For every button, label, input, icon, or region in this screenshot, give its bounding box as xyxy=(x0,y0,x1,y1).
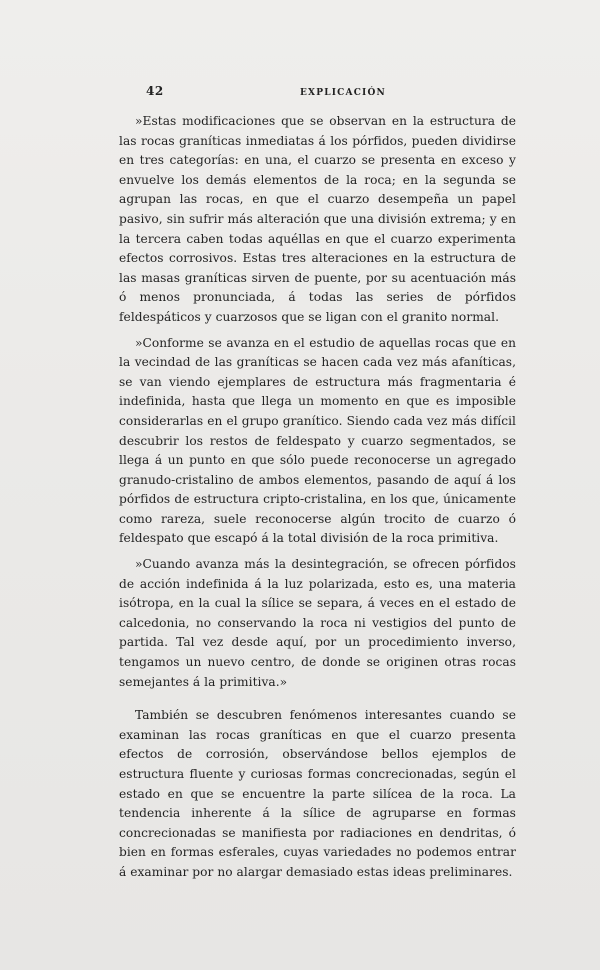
running-title: EXPLICACIÓN xyxy=(300,88,386,98)
paragraph-2: »Conforme se avanza en el estudio de aquellas rocas que en la vecindad de las graníticas se hacen cada vez más afaníticas, se van viendo ejemplares de estructura más fragmentaria é indefinida, hasta que llega un momento en que es imposible considerarlas en el grupo granítico. Siendo cada vez más difícil descubrir los restos de feldespato y cuarzo segmentados, se llega á un punto en que sólo puede reconocerse un agregado granudo-cristalino de ambos elementos, pasando de aquí á los pórfidos de estructura cripto-cristalina, en los que, únicamente como rareza, suele reconocerse algún trocito de cuarzo ó feldespato que escapó á la total división de la roca primitiva. xyxy=(119,335,516,546)
paragraph-3: »Cuando avanza más la desintegración, se ofrecen pórfidos de acción indefinida á la luz polarizada, esto es, una materia isótropa, en la cual la sílice se separa, á veces en el estado de calcedonia, no conservando la roca ni vestigios del punto de partida. Tal vez desde aquí, por un procedimiento inverso, tengamos un nuevo centro, de donde se originen otras rocas semejantes á la primitiva.» xyxy=(119,557,516,689)
body-text xyxy=(119,112,516,889)
paragraph-1: »Estas modificaciones que se observan en la estructura de las rocas graníticas inmediatas á los pórfidos, pueden dividirse en tres categorías: en una, el cuarzo se presenta en exceso y envuelve los demás elementos de la roca; en la segunda se agrupan las rocas, en que el cuarzo desempeña un papel pasivo, sin sufrir más alteración que una división extrema; y en la tercera caben todas aquéllas en que el cuarzo experimenta efectos corrosivos. Estas tres alteraciones en la estructura de las masas graníticas sirven de puente, por su acentuación más ó menos pronunciada, á todas las series de pórfidos feldespáticos y cuarzosos que se ligan con el granito normal. xyxy=(119,114,516,324)
running-head xyxy=(146,84,526,104)
page-number: 42 xyxy=(146,84,164,98)
paragraph-4: También se descubren fenómenos interesantes cuando se examinan las rocas graníticas en que el cuarzo presenta efectos de corrosión, observándose bellos ejemplos de estructura fluente y curiosas formas concrecionadas, según el estado en que se encuentre la parte silícea de la roca. La tendencia inherente á la sílice de agruparse en formas concrecionadas se manifiesta por radiaciones en dendritas, ó bien en formas esferales, cuyas variedades no podemos entrar á examinar por no alargar demasiado estas ideas preliminares. xyxy=(119,708,516,879)
